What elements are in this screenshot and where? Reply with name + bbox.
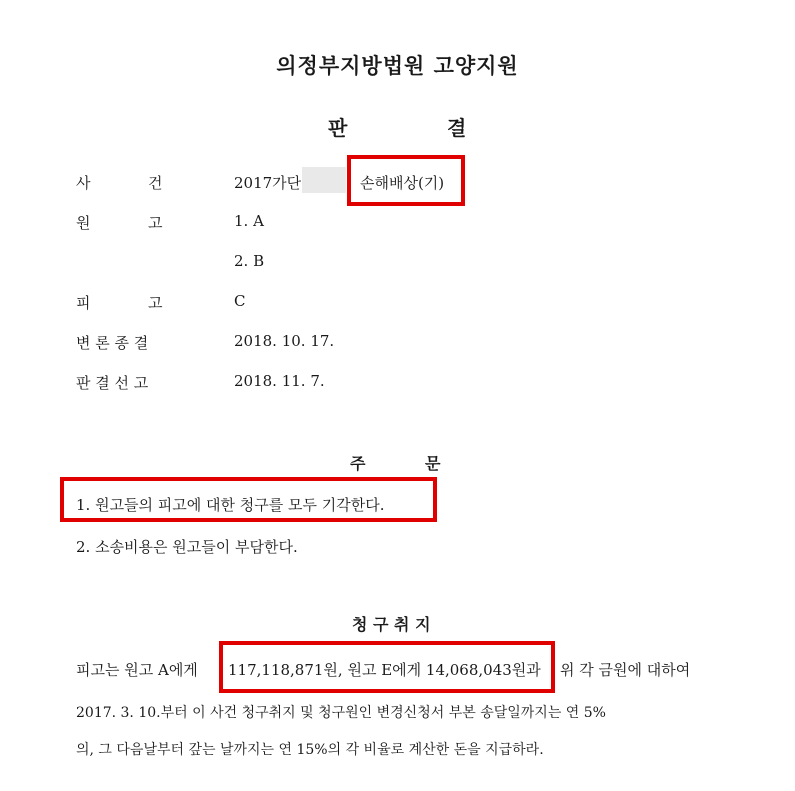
- claim-line1-prefix: 피고는 원고 A에게: [76, 661, 198, 679]
- judgment-label: 판 결 선 고: [76, 374, 149, 392]
- claim-line2: 2017. 3. 10.부터 이 사건 청구취지 및 청구원인 변경신청서 부본 송달일까지는 연 5%: [76, 705, 606, 721]
- claim-heading: 청 구 취 지: [352, 615, 431, 634]
- case-number: 2017가단: [234, 174, 302, 192]
- plaintiff-label-2: 고: [148, 214, 163, 232]
- plaintiff-2: 2. B: [234, 252, 265, 270]
- order-item-2: 2. 소송비용은 원고들이 부담한다.: [76, 538, 298, 556]
- defendant-label-2: 고: [148, 294, 163, 312]
- claim-line1-amounts: 117,118,871원, 원고 E에게 14,068,043원과: [228, 661, 541, 679]
- closing-date: 2018. 10. 17.: [234, 332, 335, 350]
- plaintiff-1: 1. A: [234, 212, 264, 230]
- closing-label: 변 론 종 결: [76, 334, 149, 352]
- judgment-date: 2018. 11. 7.: [234, 372, 325, 390]
- defendant: C: [234, 292, 246, 310]
- defendant-label-1: 피: [76, 294, 91, 312]
- document-title-right: 결: [447, 116, 467, 140]
- case-label-1: 사: [76, 174, 91, 192]
- claim-line1-suffix: 위 각 금원에 대하여: [560, 661, 691, 679]
- case-label-2: 건: [148, 174, 163, 192]
- order-item-1: 1. 원고들의 피고에 대한 청구를 모두 기각한다.: [76, 496, 385, 514]
- court-name: 의정부지방법원 고양지원: [276, 54, 519, 78]
- document-title-left: 판: [328, 116, 348, 140]
- order-heading-left: 주: [350, 454, 366, 473]
- redaction-mask: [302, 167, 346, 193]
- order-heading-right: 문: [425, 454, 441, 473]
- claim-line3: 의, 그 다음날부터 갚는 날까지는 연 15%의 각 비율로 계산한 돈을 지급하라.: [76, 742, 544, 758]
- case-name: 손해배상(기): [360, 174, 445, 192]
- plaintiff-label-1: 원: [76, 214, 91, 232]
